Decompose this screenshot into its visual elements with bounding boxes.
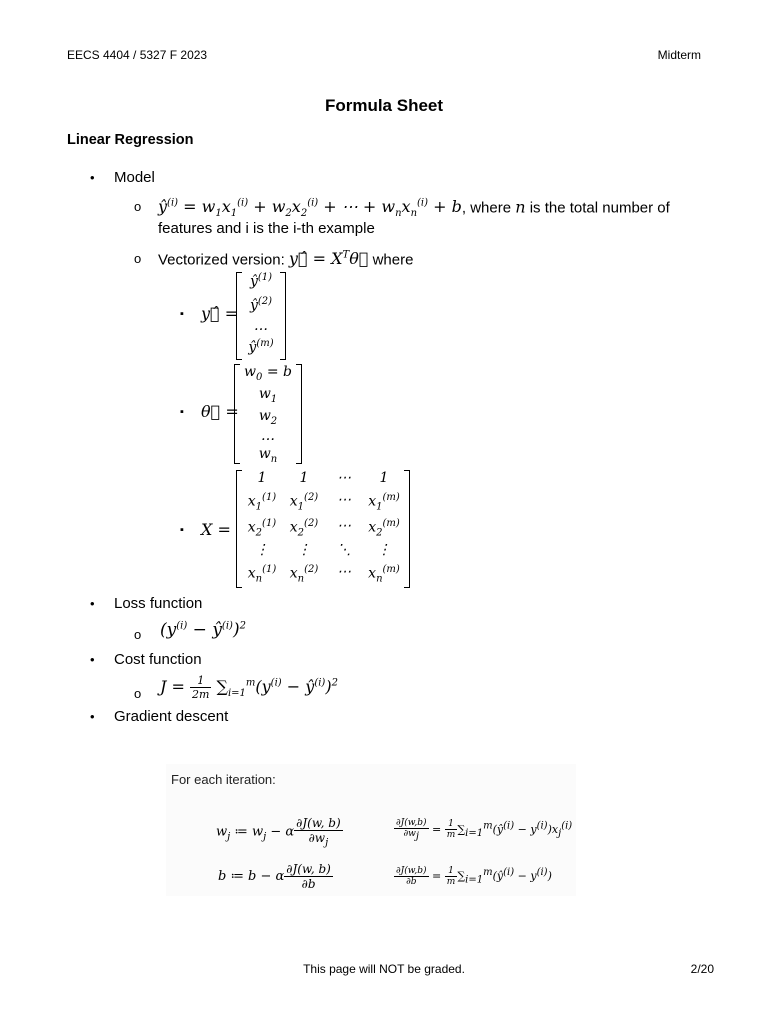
footer-note: This page will NOT be graded.: [303, 962, 465, 976]
theta-vec-label: θ⃗ =: [201, 402, 239, 421]
bias-update-rule: b ≔ b − α $\frac{\partial J(w, b)}{\partial b}$: [218, 862, 331, 891]
sub-bullet-icon: o: [134, 251, 142, 266]
weight-gradient: $\frac{\partial J(w,b)}{\partial w_j}$ = $\frac{1}{m}$ $\sum_{i=1}^m(ŷ^{(i)} - y^{(i)})x_j^{(i)}$: [396, 818, 573, 842]
vectorized-formula: y⃗̂ = $X^T\theta⃗$: [288, 249, 369, 269]
header-exam: Midterm: [657, 48, 701, 62]
header-course: EECS 4404 / 5327 F 2023: [67, 48, 208, 62]
yhat-vec-label: y⃗̂ =: [201, 304, 239, 323]
bracket-right: [280, 272, 286, 360]
square-bullet-icon: ▪: [180, 406, 184, 418]
yhat-vector: $ŷ^{(1)}$ $ŷ^{(2)}$ … $ŷ^{(m)}$: [236, 272, 286, 360]
sub-bullet-icon: o: [134, 686, 142, 701]
square-bullet-icon: ▪: [180, 308, 184, 320]
page-title: Formula Sheet: [324, 96, 444, 115]
bullet-loss: Loss function: [114, 595, 203, 612]
model-where: , where: [461, 199, 512, 217]
sub-bullet-icon: o: [134, 627, 142, 642]
cost-formula: J = $\frac{1}{2m}$ $\sum_{i=1}^m(y^{(i)}$ − $ŷ^{(i)})^2$: [160, 674, 338, 701]
bullet-icon: •: [90, 170, 95, 185]
vectorized-label: Vectorized version:: [158, 251, 285, 269]
vectorized-line: [158, 246, 413, 270]
square-bullet-icon: ▪: [180, 524, 184, 536]
model-line2: features and i is the i-th example: [158, 220, 375, 237]
model-line1-rest: is the total number of: [529, 199, 670, 217]
bullet-icon: •: [90, 596, 95, 611]
model-formula: $ŷ^{(i)} = w_1x_1^{(i)} + w_2x_2^{(i)}$ + ⋯ + $w_nx_n^{(i)} + b$: [158, 197, 462, 220]
bullet-icon: •: [90, 709, 95, 724]
loss-formula: ($y^{(i)}$ − $ŷ^{(i)})^2$: [160, 620, 246, 640]
x-matrix-label: X =: [201, 520, 231, 539]
bullet-model: Model: [114, 169, 155, 186]
gradient-intro: For each iteration:: [171, 772, 276, 787]
gradient-descent-block: [166, 764, 576, 896]
model-n-var: n: [515, 197, 526, 217]
theta-vector: $w_0 = b$ $w_1$ $w_2$ … $w_n$: [234, 364, 302, 464]
sub-bullet-icon: o: [134, 199, 142, 214]
weight-update-rule: $w_j$ ≔ $w_j - \alpha$ $\frac{\partial J(w, b)}{\partial w_j}$: [216, 816, 341, 849]
x-matrix: 1 1 ⋯ 1 $x_1^{(1)}$ $x_1^{(2)}$ ⋯ $x_1^{(m)}$ $x_2^{(1)}$ $x_2^{(2)}$ ⋯ $x_2^{(m)}$ ⋮ ⋮ ⋱ ⋮ $x_n^{(1)}$ $x_n^{(2)}$ ⋯ $x_n^{(m)}$: [236, 470, 410, 588]
bullet-icon: •: [90, 652, 95, 667]
bias-gradient: $\frac{\partial J(w,b)}{\partial b}$ = $\frac{1}{m}$ $\sum_{i=1}^m(ŷ^{(i)} - y^{(i)})$: [396, 866, 552, 887]
page-number: 2/20: [690, 962, 714, 976]
bullet-gradient: Gradient descent: [114, 708, 229, 725]
bullet-cost: Cost function: [114, 651, 202, 668]
section-heading: Linear Regression: [67, 132, 194, 148]
vectorized-where: where: [372, 251, 414, 269]
